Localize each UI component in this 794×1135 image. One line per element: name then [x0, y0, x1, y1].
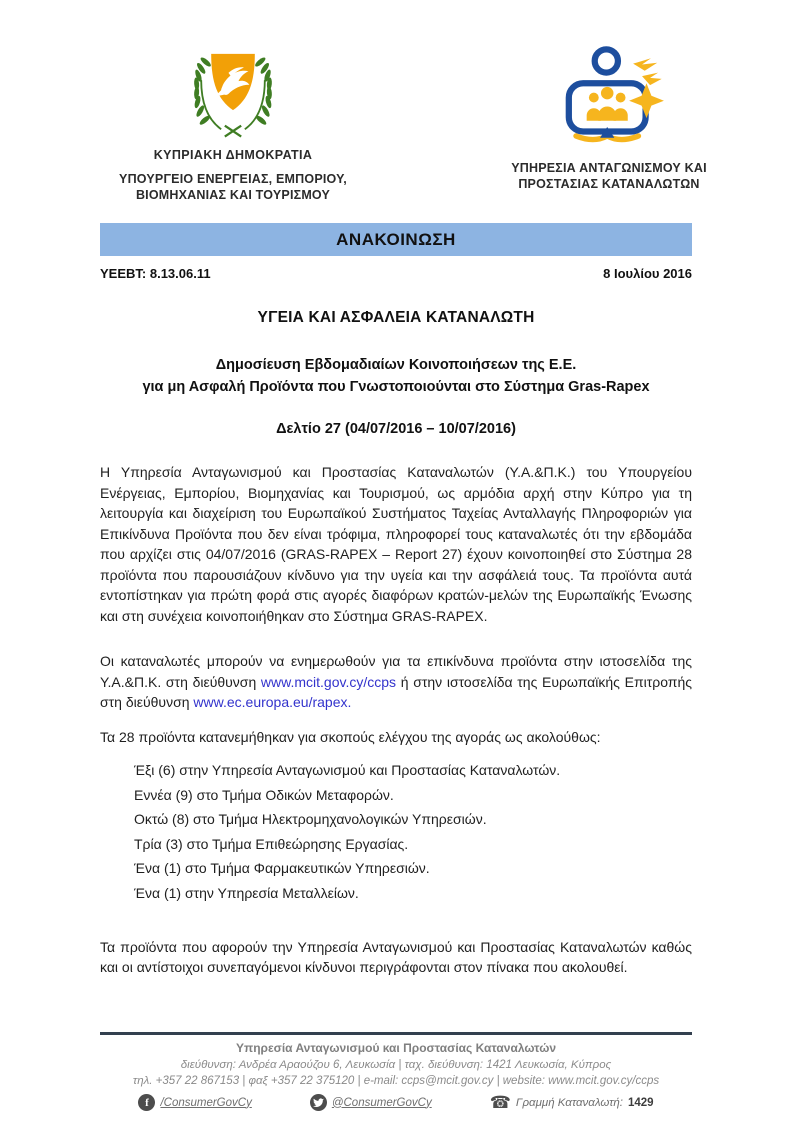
- republic-block: [118, 42, 348, 203]
- list-item: Οκτώ (8) στο Τμήμα Ηλεκτρομηχανολογικών Υπηρεσιών.: [134, 811, 487, 827]
- footer-social-row: [100, 1094, 692, 1111]
- list-item: Έξι (6) στην Υπηρεσία Ανταγωνισμού και Προστασίας Καταναλωτών.: [134, 762, 561, 778]
- reference-number: ΥΕΕΒΤ: 8.13.06.11: [100, 266, 211, 281]
- subtitle-line-2: για μη Ασφαλή Προϊόντα που Γνωστοποιούνται στο Σύστημα Gras-Rapex: [142, 379, 650, 395]
- paragraph-websites-text-1: Οι καταναλωτές μπορούν να ενημερωθούν για τα επικίνδυνα προϊόντα στην ιστοσελίδα της Υ.Α.&Π.Κ. στη διεύθυνση: [100, 653, 692, 690]
- twitter-icon: [310, 1094, 327, 1111]
- cyprus-coat-of-arms-icon: [183, 42, 283, 142]
- section-title: ΥΓΕΙΑ ΚΑΙ ΑΣΦΑΛΕΙΑ ΚΑΤΑΝΑΛΩΤΗ: [257, 309, 535, 326]
- twitter-link[interactable]: @ConsumerGovCy: [331, 1096, 432, 1109]
- mcit-ccps-link[interactable]: www.mcit.gov.cy/ccps: [260, 673, 397, 690]
- subtitle-line-1: Δημοσίευση Εβδομαδιαίων Κοινοποιήσεων της Ε.Ε.: [215, 357, 577, 373]
- hotline-number: 1429: [627, 1096, 654, 1109]
- bulletin-number: Δελτίο 27 (04/07/2016 – 10/07/2016): [276, 421, 516, 437]
- distribution-intro: Τα 28 προϊόντα κατανεμήθηκαν για σκοπούς ελέγχου της αγοράς ως ακολούθως:: [100, 728, 601, 745]
- phone-icon: ☎: [489, 1093, 511, 1112]
- document-subtitle: [100, 354, 692, 398]
- ccps-logo-icon: [550, 44, 668, 144]
- facebook-item: [138, 1094, 251, 1111]
- list-item: Τρία (3) στο Τμήμα Επιθεώρησης Εργασίας.: [134, 835, 409, 852]
- facebook-link[interactable]: /ConsumerGovCy: [160, 1096, 252, 1109]
- list-item: Ένα (1) στην Υπηρεσία Μεταλλείων.: [134, 884, 359, 901]
- ministry-line-1: ΥΠΟΥΡΓΕΙΟ ΕΝΕΡΓΕΙΑΣ, ΕΜΠΟΡΙΟΥ,: [119, 172, 347, 186]
- footer-address-line: διεύθυνση: Ανδρέα Αραούζου 6, Λευκωσία | ταχ. διεύθυνση: 1421 Λευκωσία, Κύπρος: [180, 1059, 612, 1071]
- document-header: [0, 0, 794, 203]
- ministry-line-2: ΒΙΟΜΗΧΑΝΙΑΣ ΚΑΙ ΤΟΥΡΙΣΜΟΥ: [135, 188, 331, 202]
- list-item: Εννέα (9) στο Τμήμα Οδικών Μεταφορών.: [134, 786, 394, 803]
- service-block: [494, 42, 724, 192]
- document-footer: [100, 1032, 692, 1111]
- ec-rapex-link[interactable]: www.ec.europa.eu/rapex.: [193, 694, 352, 710]
- list-item: Ένα (1) στο Τμήμα Φαρμακευτικών Υπηρεσιών.: [134, 860, 430, 876]
- paragraph-intro-rapex: Η Υπηρεσία Ανταγωνισμού και Προστασίας Καταναλωτών (Υ.Α.&Π.Κ.) του Υπουργείου Ενέργειας, Εμπορίου, Βιομηχανίας και Τουρισμού, ως αρμόδια αρχή στην Κύπρο για τη λειτουργία και διαχείριση του Ευρωπαϊκού Συστήματος Ταχείας Ανταλλαγής Πληροφοριών για Επικίνδυνα Προϊόντα που δεν είναι τρόφιμα, πληροφορεί τους καταναλωτές ότι την εβδομάδα που αρχίζει στις 04/07/2016 (GRAS-RAPEX – Report 27) έχουν κοινοποιηθεί στο Σύστημα 28 προϊόντα που παρουσιάζουν κίνδυνο για την υγεία και την ασφάλειά τους. Τα προϊόντα αυτά εντοπίστηκαν για πρώτη φορά στις αγορές διαφόρων κρατών-μελών της Ευρωπαϊκής Ένωσης και στη συνέχεια κοινοποιήθηκαν στο Σύστημα GRAS-RAPEX.: [100, 464, 692, 624]
- footer-contact-line: τηλ. +357 22 867153 | φαξ +357 22 375120 | e-mail: ccps@mcit.gov.cy | website: www.mcit.gov.cy/ccps: [132, 1075, 660, 1087]
- hotline-item: [490, 1094, 654, 1111]
- paragraph-websites-text-2: ή στην ιστοσελίδα της Ευρωπαϊκής Επιτροπής στη διεύθυνση: [100, 673, 692, 710]
- paragraph-websites: [100, 651, 692, 713]
- service-line-2: ΠΡΟΣΤΑΣΙΑΣ ΚΑΤΑΝΑΛΩΤΩΝ: [518, 177, 700, 191]
- document-body: [0, 266, 794, 978]
- hotline-label: Γραμμή Καταναλωτή:: [515, 1096, 623, 1109]
- paragraph-table-reference: Τα προϊόντα που αφορούν την Υπηρεσία Ανταγωνισμού και Προστασίας Καταναλωτών καθώς και οι αντίστοιχοι συνεπαγόμενοι κίνδυνοι περιγράφονται στον πίνακα που ακολουθεί.: [100, 938, 692, 975]
- ministry-name: [119, 171, 347, 203]
- footer-divider: [100, 1032, 692, 1035]
- distribution-list: [134, 760, 692, 903]
- meta-row: [100, 266, 692, 281]
- twitter-item: [310, 1094, 432, 1111]
- document-date: 8 Ιουλίου 2016: [603, 266, 692, 281]
- cyprus-coat-of-arms: [183, 42, 283, 144]
- announcement-banner: ΑΝΑΚΟΙΝΩΣΗ: [100, 223, 692, 256]
- service-name: [511, 160, 707, 192]
- ccps-logo: [550, 44, 668, 146]
- republic-title: ΚΥΠΡΙΑΚΗ ΔΗΜΟΚΡΑΤΙΑ: [153, 148, 313, 162]
- service-line-1: ΥΠΗΡΕΣΙΑ ΑΝΤΑΓΩΝΙΣΜΟΥ ΚΑΙ: [511, 161, 707, 175]
- facebook-icon: f: [138, 1094, 155, 1111]
- footer-service-title: Υπηρεσία Ανταγωνισμού και Προστασίας Καταναλωτών: [236, 1041, 556, 1055]
